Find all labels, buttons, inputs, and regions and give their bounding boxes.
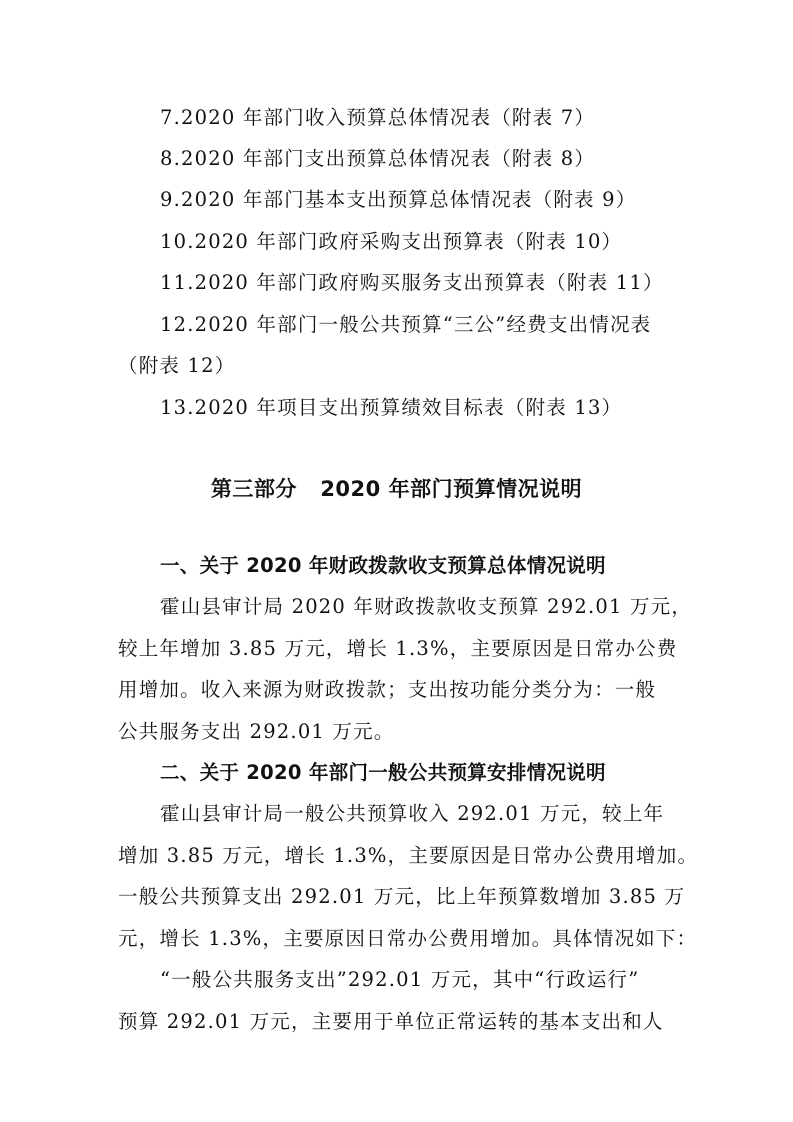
part1-paragraph-line: 霍山县审计局 2020 年财政拨款收支预算 292.01 万元， [160, 595, 693, 618]
toc-item-13: 13.2020 年项目支出预算绩效目标表（附表 13） [160, 396, 623, 419]
part1-paragraph-line: 用增加。收入来源为财政拨款；支出按功能分类分为：一般 [118, 678, 657, 701]
part2-paragraph-line: 一般公共预算支出 292.01 万元，比上年预算数增加 3.85 万 [118, 885, 686, 908]
part2-paragraph-line: 增加 3.85 万元，增长 1.3%，主要原因是日常办公费用增加。 [118, 844, 699, 867]
part2-paragraph-line: 元，增长 1.3%，主要原因日常办公费用增加。具体情况如下： [118, 927, 698, 950]
part2-paragraph-line: “一般公共服务支出”292.01 万元，其中“行政运行” [160, 968, 640, 991]
part1-heading: 一、关于 2020 年财政拨款收支预算总体情况说明 [160, 554, 606, 577]
part2-heading: 二、关于 2020 年部门一般公共预算安排情况说明 [160, 761, 606, 784]
part1-paragraph-line: 较上年增加 3.85 万元，增长 1.3%，主要原因是日常办公费 [118, 637, 678, 660]
section-title: 第三部分 2020 年部门预算情况说明 [210, 477, 583, 501]
toc-item-12-continuation: （附表 12） [118, 354, 236, 377]
part2-paragraph-line: 霍山县审计局一般公共预算收入 292.01 万元，较上年 [160, 802, 665, 825]
toc-item-10: 10.2020 年部门政府采购支出预算表（附表 10） [160, 230, 623, 253]
toc-item-7: 7.2020 年部门收入预算总体情况表（附表 7） [160, 106, 596, 129]
toc-item-8: 8.2020 年部门支出预算总体情况表（附表 8） [160, 147, 596, 170]
toc-item-9: 9.2020 年部门基本支出预算总体情况表（附表 9） [160, 188, 637, 211]
toc-item-11: 11.2020 年部门政府购买服务支出预算表（附表 11） [160, 271, 664, 294]
toc-item-12: 12.2020 年部门一般公共预算“三公”经费支出情况表 [160, 313, 652, 336]
part1-paragraph-line: 公共服务支出 292.01 万元。 [118, 720, 395, 743]
part2-paragraph-line: 预算 292.01 万元，主要用于单位正常运转的基本支出和人 [118, 1010, 664, 1033]
